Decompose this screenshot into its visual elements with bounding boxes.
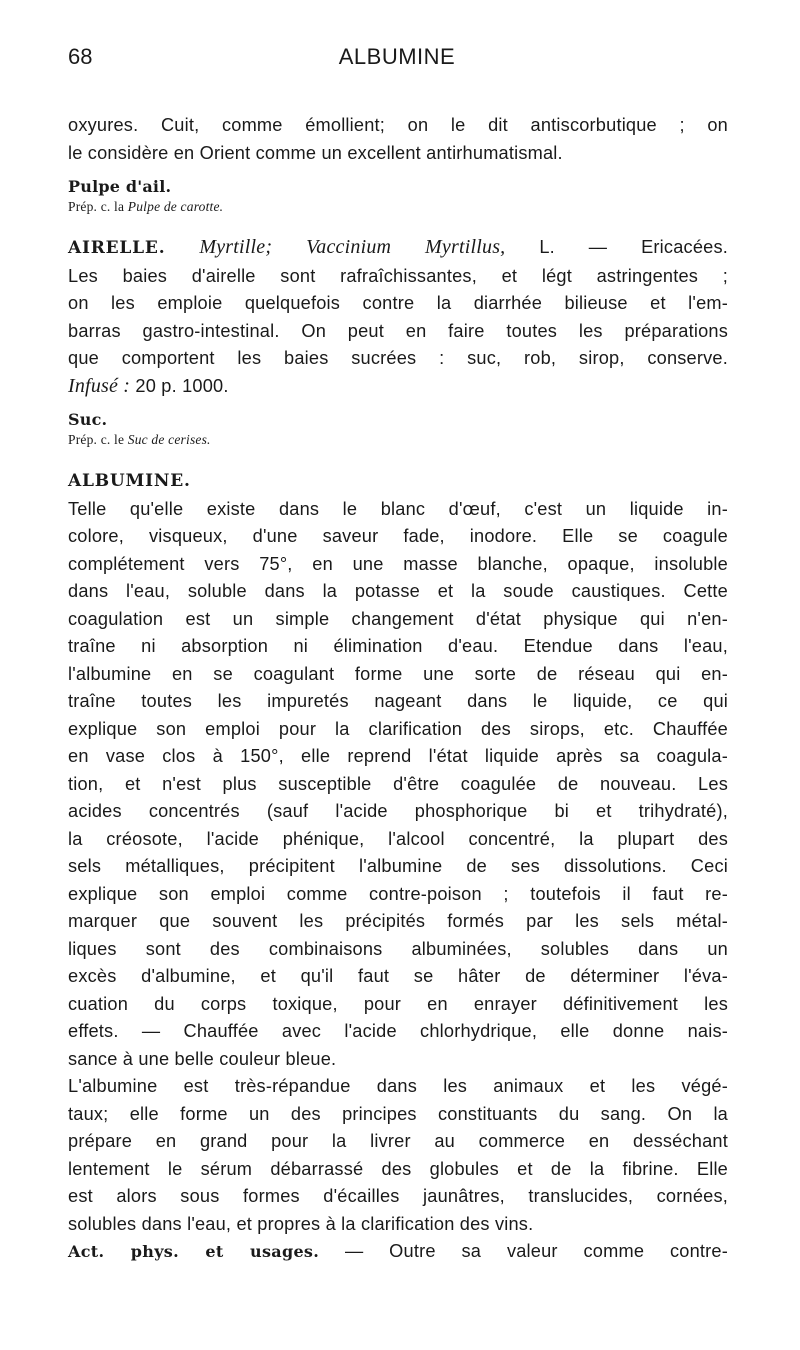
text-line: lentement le sérum débarrassé des globules et de la fibrine. Elle bbox=[68, 1158, 728, 1179]
text-line: cuation du corps toxique, pour en enrayer définitivement les bbox=[68, 993, 728, 1014]
running-head bbox=[68, 44, 726, 74]
text-line bbox=[68, 234, 728, 263]
act-phys-text: — Outre sa valeur comme contre- bbox=[344, 1241, 728, 1261]
prep-label: Prép. c. le bbox=[68, 432, 125, 447]
text-line: que comportent les baies sucrées : suc, rob, sirop, conserve. bbox=[68, 348, 728, 368]
text-body bbox=[68, 112, 728, 1266]
running-title: ALBUMINE bbox=[338, 44, 456, 69]
text-line: en vase clos à 150°, elle reprend l'état liquide après sa coagula- bbox=[68, 746, 728, 766]
airelle-synonyms: Myrtille; Vaccinium Myrtillus, bbox=[199, 236, 506, 258]
text-line: oxyures. Cuit, comme émollient; on le dit antiscorbutique ; on bbox=[68, 115, 728, 135]
text-line: dans l'eau, soluble dans la potasse et la soude caustiques. Cette bbox=[68, 581, 728, 601]
text-line: coagulation est un simple changement d'état physique qui n'en- bbox=[68, 608, 728, 629]
infuse-label: Infusé : bbox=[68, 374, 131, 397]
albumine-paragraph-2 bbox=[68, 1073, 728, 1238]
text-line: effets. — Chauffée avec l'acide chlorhydrique, elle donne nais- bbox=[68, 1021, 728, 1041]
text-line bbox=[68, 1238, 728, 1266]
oxyures-paragraph bbox=[68, 112, 728, 167]
text-line bbox=[68, 373, 728, 401]
text-line: colore, visqueux, d'une saveur fade, inodore. Elle se coagule bbox=[68, 526, 728, 546]
text-line: sels métalliques, précipitent l'albumine de ses dissolutions. Ceci bbox=[68, 856, 728, 876]
text-line: taux; elle forme un des principes constituants du sang. On la bbox=[68, 1103, 728, 1124]
text-line: explique son emploi pour la clarification des sirops, etc. Chauffée bbox=[68, 718, 728, 739]
albumine-paragraph-1 bbox=[68, 496, 728, 1074]
prep-label: Prép. c. la bbox=[68, 199, 125, 214]
act-phys-line bbox=[68, 1238, 728, 1266]
suc-prep bbox=[68, 430, 728, 449]
text-line: traîne ni absorption ni élimination d'eau. Etendue dans l'eau, bbox=[68, 636, 728, 656]
prep-ref: Suc de cerises. bbox=[127, 432, 211, 447]
text-line: la créosote, l'acide phénique, l'alcool concentré, la plupart des bbox=[68, 828, 728, 849]
text-line: tion, et n'est plus susceptible d'être coagulée de nouveau. Les bbox=[68, 773, 728, 794]
text-line: sance à une belle couleur bleue. bbox=[68, 1048, 337, 1069]
airelle-paragraph bbox=[68, 234, 728, 400]
text-line: complétement vers 75°, en une masse blanche, opaque, insoluble bbox=[68, 553, 728, 574]
text-line: prépare en grand pour la livrer au commerce en desséchant bbox=[68, 1131, 728, 1151]
text-line: traîne toutes les impuretés nageant dans le liquide, ce qui bbox=[68, 691, 728, 711]
text-line: marquer que souvent les précipités formés par les sels métal- bbox=[68, 911, 728, 931]
infuse-value: 20 p. 1000. bbox=[135, 375, 229, 396]
prep-ref: Pulpe de carotte. bbox=[127, 199, 224, 214]
act-phys-label: Act. phys. et usages. bbox=[68, 1242, 320, 1261]
text-line: Telle qu'elle existe dans le blanc d'œuf, c'est un liquide in- bbox=[68, 498, 728, 519]
text-line: acides concentrés (sauf l'acide phosphorique bi et trihydraté), bbox=[68, 801, 728, 821]
text-line: l'albumine en se coagulant forme une sorte de réseau qui en- bbox=[68, 663, 728, 684]
suc-title: Suc. bbox=[68, 410, 108, 429]
airelle-family: L. — Ericacées. bbox=[539, 237, 728, 257]
airelle-head: AIRELLE. bbox=[68, 238, 166, 258]
pulpe-ail-prep bbox=[68, 197, 728, 216]
text-line: on les emploie quelquefois contre la diarrhée bilieuse et l'em- bbox=[68, 293, 728, 313]
text-line: L'albumine est très-répandue dans les animaux et les végé- bbox=[68, 1076, 728, 1096]
text-line: est alors sous formes d'écailles jaunâtres, translucides, cornées, bbox=[68, 1186, 728, 1206]
page-number: 68 bbox=[68, 44, 93, 69]
albumine-head: ALBUMINE. bbox=[68, 471, 191, 491]
text-line: liques sont des combinaisons albuminées, solubles dans un bbox=[68, 938, 728, 959]
text-line: solubles dans l'eau, et propres à la clarification des vins. bbox=[68, 1213, 534, 1234]
pulpe-ail-title: Pulpe d'ail. bbox=[68, 177, 172, 196]
text-line: Les baies d'airelle sont rafraîchissantes, et légt astringentes ; bbox=[68, 265, 728, 286]
text-line: excès d'albumine, et qu'il faut se hâter de déterminer l'éva- bbox=[68, 966, 728, 986]
text-line: barras gastro-intestinal. On peut en faire toutes les préparations bbox=[68, 320, 728, 341]
albumine-heading-line bbox=[68, 467, 728, 496]
text-line: explique son emploi comme contre-poison ; toutefois il faut re- bbox=[68, 883, 728, 904]
text-line: le considère en Orient comme un excellent antirhumatismal. bbox=[68, 142, 563, 163]
